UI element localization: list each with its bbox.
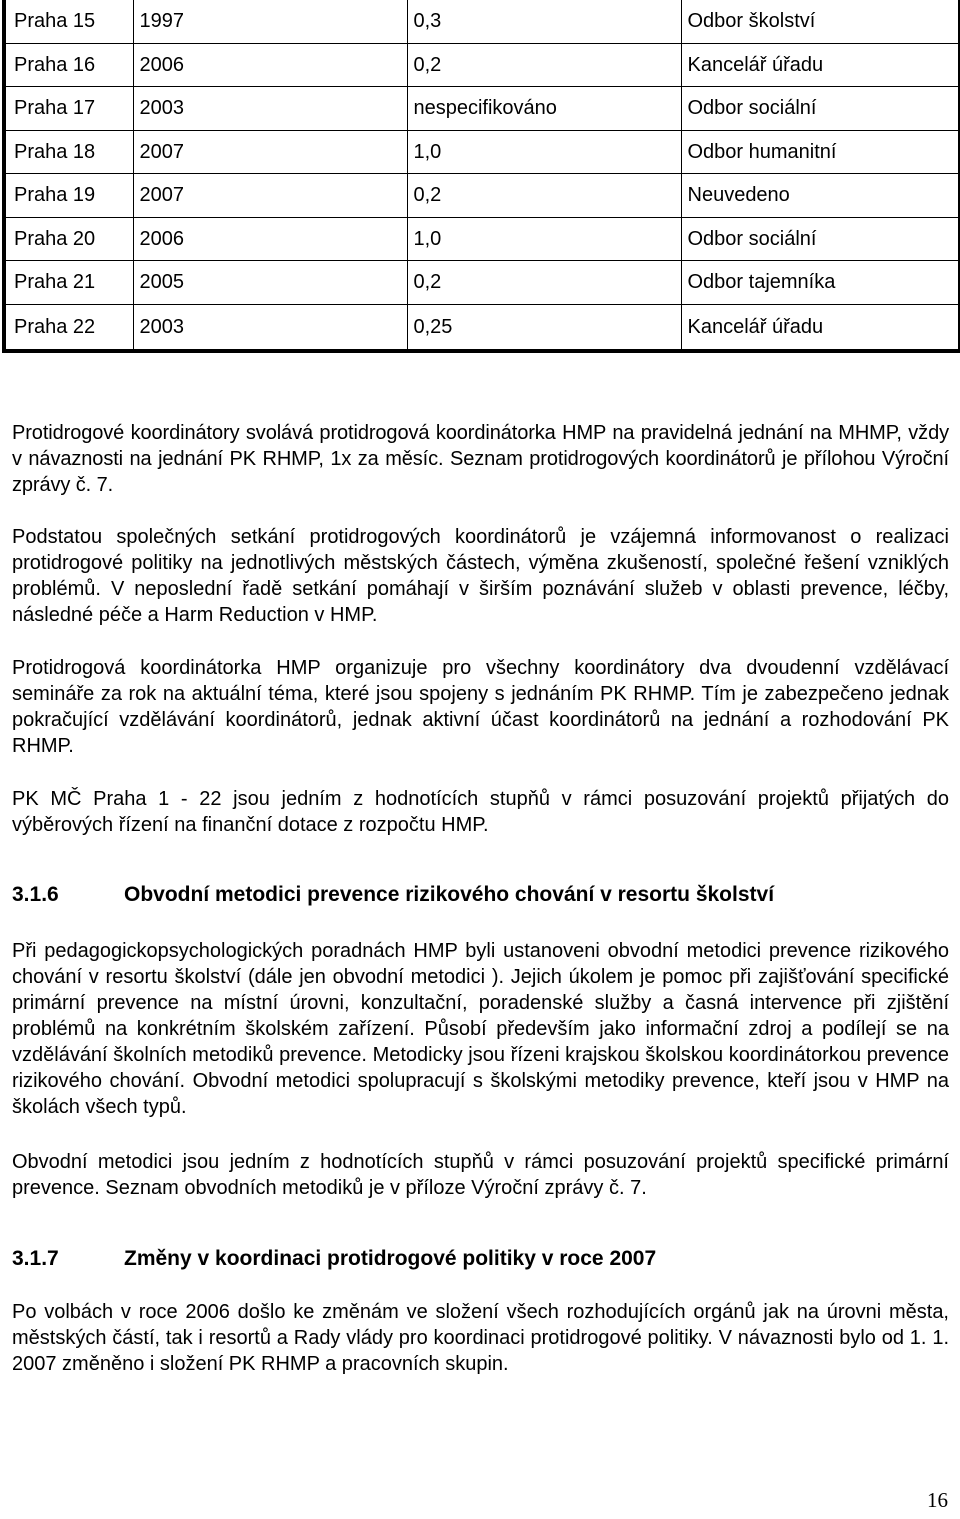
section-title: Obvodní metodici prevence rizikového chování v resortu školství	[124, 883, 775, 906]
table-cell: Kancelář úřadu	[681, 43, 960, 87]
paragraph-meeting-purpose: Podstatou společných setkání protidrogových koordinátorů je vzájemná informovanost o realizaci protidrogové politiky na jednotlivých městských částech, výměna zkušeností, společné řešení vzniklých problémů. V neposlední řadě setkání pomáhají v širším poznávání služeb v oblasti prevence, léčby, následné péče a Harm Reduction v HMP.	[12, 526, 949, 626]
paragraph-coordinator-meetings: Protidrogové koordinátory svolává protidrogová koordinátorka HMP na pravidelná jednání na MHMP, vždy v návaznosti na jednání PK RHMP, 1x za měsíc. Seznam protidrogových koordinátorů je přílohou Výroční zprávy č. 7.	[12, 422, 949, 496]
table-cell: Praha 22	[4, 304, 133, 351]
table-cell: 2007	[133, 174, 407, 218]
table-body	[4, 0, 960, 351]
table-cell: 1997	[133, 0, 407, 43]
table-cell: 0,2	[407, 261, 681, 305]
table-cell: Praha 16	[4, 43, 133, 87]
table-cell: 2003	[133, 304, 407, 351]
table-cell: 2006	[133, 43, 407, 87]
table-cell: Praha 15	[4, 0, 133, 43]
section-heading-3-1-6	[12, 882, 949, 908]
section-title: Změny v koordinaci protidrogové politiky v roce 2007	[124, 1247, 657, 1270]
table-row	[4, 0, 960, 43]
table-cell: 0,25	[407, 304, 681, 351]
table-cell: 0,2	[407, 43, 681, 87]
table-cell: Odbor sociální	[681, 87, 960, 131]
table-cell: 0,3	[407, 0, 681, 43]
table-row	[4, 261, 960, 305]
table-cell: Praha 17	[4, 87, 133, 131]
table-cell: Odbor humanitní	[681, 130, 960, 174]
table-cell: 0,2	[407, 174, 681, 218]
section-heading-3-1-7	[12, 1246, 949, 1272]
paragraph-elections-changes: Po volbách v roce 2006 došlo ke změnám ve složení všech rozhodujících orgánů jak na úrovni města, městských částí, tak i resortů a Rady vlády pro koordinaci protidrogové politiky. V návaznosti bylo od 1. 1. 2007 změněno i složení PK RHMP a pracovních skupin.	[12, 1301, 949, 1375]
table-cell: Praha 20	[4, 217, 133, 261]
table-cell: Praha 18	[4, 130, 133, 174]
table-cell: Praha 21	[4, 261, 133, 305]
table-cell: 1,0	[407, 217, 681, 261]
table-cell: Kancelář úřadu	[681, 304, 960, 351]
table-cell: Odbor tajemníka	[681, 261, 960, 305]
table-row	[4, 43, 960, 87]
table-cell: 2005	[133, 261, 407, 305]
coordinators-table	[2, 0, 960, 353]
paragraph-methodists-evaluation: Obvodní metodici jsou jedním z hodnotících stupňů v rámci posuzování projektů specifické primární prevence. Seznam obvodních metodiků je v příloze Výroční zprávy č. 7.	[12, 1151, 949, 1199]
table-cell: 1,0	[407, 130, 681, 174]
table-cell: nespecifikováno	[407, 87, 681, 131]
section-number: 3.1.7	[12, 1247, 59, 1270]
table-cell: 2003	[133, 87, 407, 131]
table-row	[4, 304, 960, 351]
table-cell: 2006	[133, 217, 407, 261]
table-cell: 2007	[133, 130, 407, 174]
table-row	[4, 130, 960, 174]
paragraph-district-methodists: Při pedagogickopsychologických poradnách HMP byli ustanoveni obvodní metodici prevence rizikového chování v resortu školství (dále jen obvodní metodici ). Jejich úkolem je pomoc při zajišťování specifické primární prevence na místní úrovni, konzultační, poradenské služby a časná intervence při zjištění problémů na konkrétním školském zařízení. Působí především jako informační zdroj a podílejí se na vzdělávání školních metodiků prevence. Metodicky jsou řízeni krajskou školskou koordinátorkou prevence rizikového chování. Obvodní metodici spolupracují s školskými metodiky prevence, kteří jsou v HMP na školách všech typů.	[12, 940, 949, 1118]
table-row	[4, 87, 960, 131]
table-row	[4, 174, 960, 218]
page-number: 16	[927, 1488, 948, 1512]
section-number: 3.1.6	[12, 883, 59, 906]
paragraph-evaluation: PK MČ Praha 1 - 22 jsou jedním z hodnotících stupňů v rámci posuzování projektů přijatých do výběrových řízení na finanční dotace z rozpočtu HMP.	[12, 788, 949, 836]
table-cell: Odbor školství	[681, 0, 960, 43]
table-cell: Odbor sociální	[681, 217, 960, 261]
table-cell: Neuvedeno	[681, 174, 960, 218]
table-cell: Praha 19	[4, 174, 133, 218]
table-row	[4, 217, 960, 261]
paragraph-seminars: Protidrogová koordinátorka HMP organizuje pro všechny koordinátory dva dvoudenní vzdělávací semináře za rok na aktuální téma, které jsou spojeny s jednáním PK RHMP. Tím je zabezpečeno jednak pokračující vzdělávání koordinátorů, jednak aktivní účast koordinátorů na jednání a rozhodování PK RHMP.	[12, 657, 949, 757]
